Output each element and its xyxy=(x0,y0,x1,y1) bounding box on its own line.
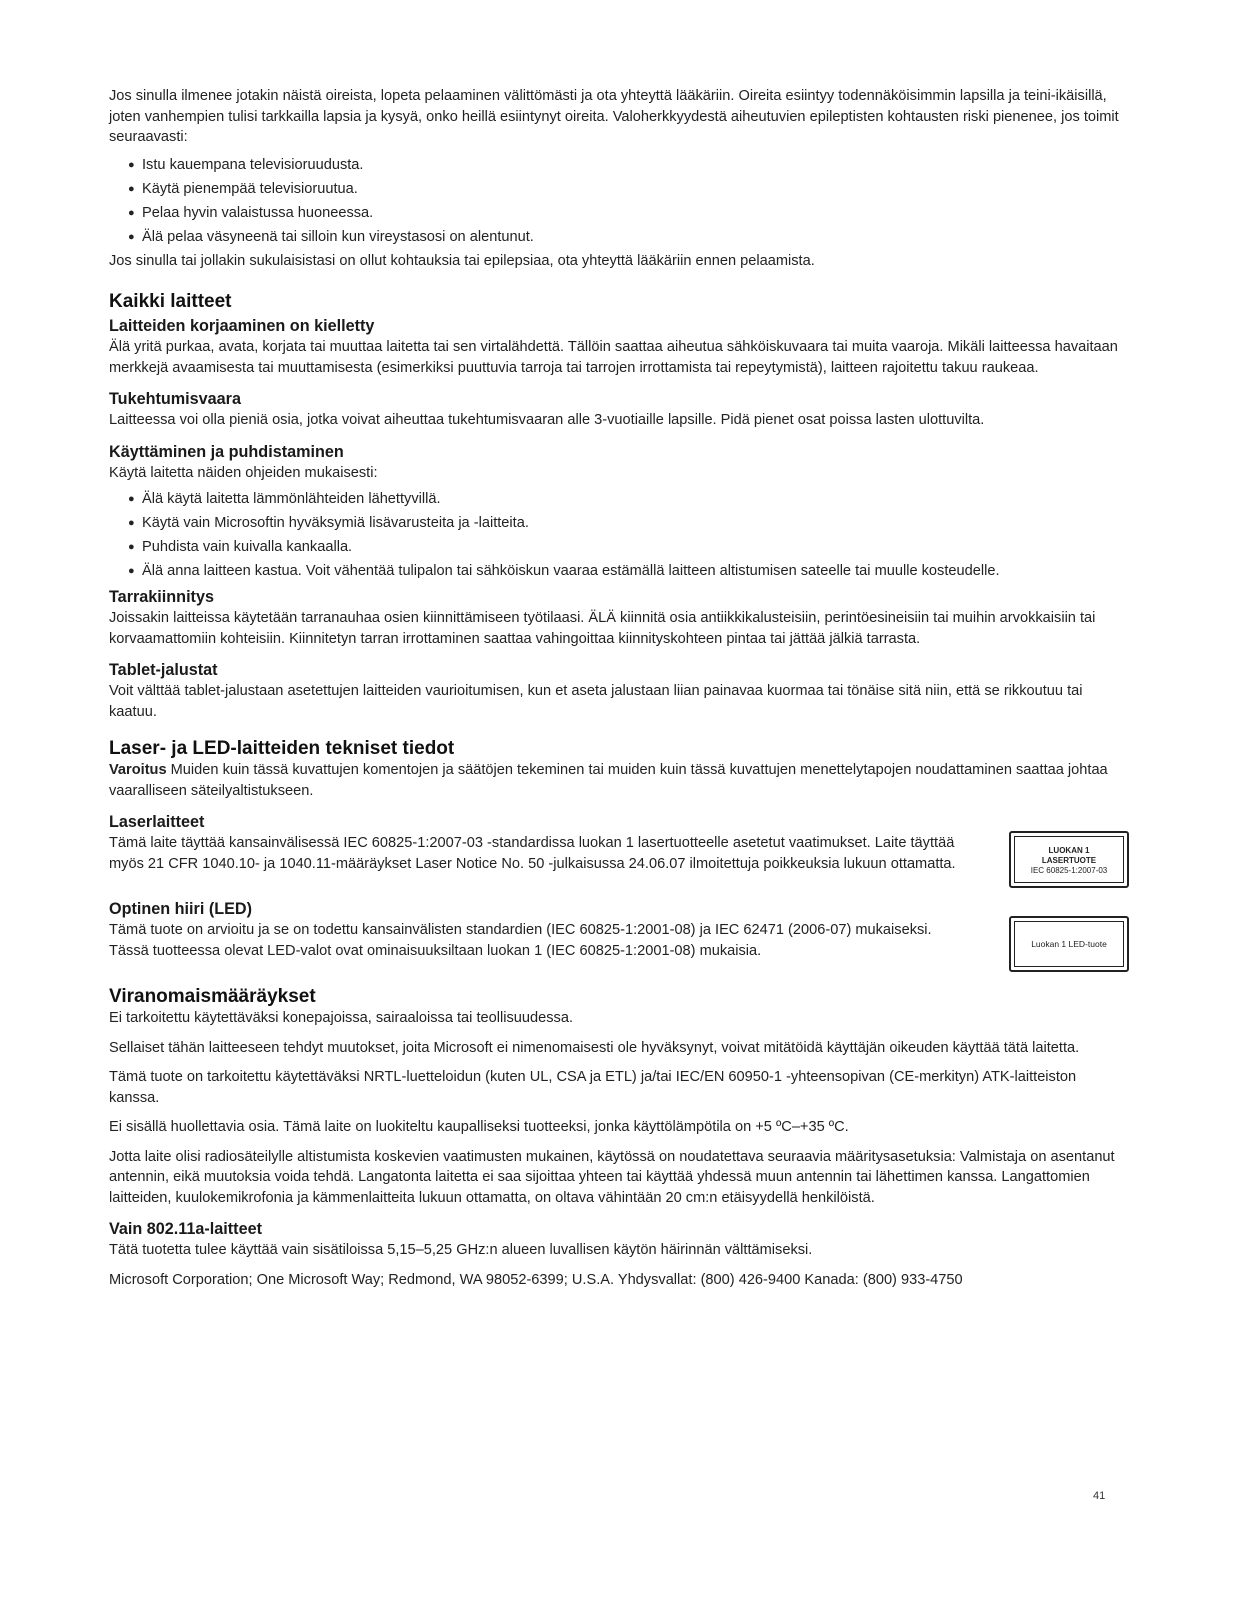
laser-label-line2: LASERTUOTE xyxy=(1041,856,1097,865)
adhesive-paragraph: Joissakin laitteissa käytetään tarranauhaa osien kiinnittämiseen työtilaasi. ÄLÄ kiinnitä osia antiikkikalusteisiin, perintöesineisiin tai muihin arvokkaisiin tai korvaamattomiin kohteisiin. Kiinnitetyn tarran irrottaminen saattaa vahingoittaa kiinnityskohteen pintaa tai jättää jälkiä tarrasta. xyxy=(109,610,1096,647)
intro-bullet-list xyxy=(109,153,1129,249)
laser-label-line3: IEC 60825-1:2007-03 xyxy=(1030,866,1108,875)
page-number: 41 xyxy=(1093,1490,1106,1502)
document-page xyxy=(109,86,1129,1290)
list-item: ● Pelaa hyvin valaistussa huoneessa. xyxy=(128,201,1129,225)
list-item: ● Älä pelaa väsyneenä tai silloin kun vireystasosi on alentunut. xyxy=(128,225,1129,249)
subheading-choking: Tukehtumisvaara xyxy=(109,390,241,408)
regulatory-paragraph-2: Sellaiset tähän laitteeseen tehdyt muutokset, joita Microsoft ei nimenomaisesti ole hyväksynyt, voivat mitätöidä käyttäjän oikeuden käyttää tätä laitetta. xyxy=(109,1039,1080,1056)
choking-paragraph: Laitteessa voi olla pieniä osia, jotka voivat aiheuttaa tukehtumisvaaran alle 3-vuotiaille lapsille. Pidä pienet osat poissa lasten ulottuvilta. xyxy=(109,412,985,428)
list-item: ● Käytä pienempää televisioruutua. xyxy=(128,177,1129,201)
subheading-optical-mouse: Optinen hiiri (LED) xyxy=(109,900,252,918)
wifi-paragraph: Tätä tuotetta tulee käyttää vain sisätiloissa 5,15–5,25 GHz:n alueen luvallisen käytön häirinnän välttämiseksi. xyxy=(109,1242,813,1258)
led-block xyxy=(109,920,1129,972)
regulatory-paragraph-1: Ei tarkoitettu käytettäväksi konepajoissa, sairaaloissa tai teollisuudessa. xyxy=(109,1010,573,1026)
subheading-tablet-stands: Tablet-jalustat xyxy=(109,661,218,679)
laser-class-label xyxy=(1009,831,1129,888)
address-paragraph: Microsoft Corporation; One Microsoft Way; Redmond, WA 98052-6399; U.S.A. Yhdysvallat: (800) 426-9400 Kanada: (800) 933-4750 xyxy=(109,1271,963,1288)
subheading-laser-devices: Laserlaitteet xyxy=(109,813,205,831)
regulatory-paragraph-4: Ei sisällä huollettavia osia. Tämä laite on luokiteltu kaupalliseksi tuotteeksi, jonka käyttölämpötila on +5 ºC–+35 ºC. xyxy=(109,1119,849,1135)
list-item: ● Älä käytä laitetta lämmönlähteiden lähettyvillä. xyxy=(128,487,1129,511)
repair-paragraph: Älä yritä purkaa, avata, korjata tai muuttaa laitetta tai sen virtalähdettä. Tällöin saattaa aiheutua sähköiskuvaara tai muita vaaroja. Mikäli laitteessa havaitaan merkkejä avaamisesta tai muuttamisesta (esimerkiksi puuttuvia tarroja tai tarrojen irrottamista tai repeytymistä), laitteen rajoitettu takuu raukeaa. xyxy=(109,339,1118,376)
intro-paragraph: Jos sinulla ilmenee jotakin näistä oireista, lopeta pelaaminen välittömästi ja ota yhteyttä lääkäriin. Oireita esiintyy todennäköisimmin lapsilla ja teini-ikäisillä, joten vanhempien tulisi tarkkailla lapsia ja kysyä, onko heillä esiintynyt oireita. Valoherkkyydestä aiheutuvien epileptisten kohtausten riski pienenee, jos toimit seuraavasti: xyxy=(109,88,1119,145)
tablet-stands-paragraph: Voit välttää tablet-jalustaan asetettujen laitteiden vaurioitumisen, kun et aseta jalustaan liian painavaa kuormaa tai tönäise sitä niin, että se rikkoutuu tai kaatuu. xyxy=(109,683,1083,720)
subheading-repair: Laitteiden korjaaminen on kielletty xyxy=(109,317,375,335)
subheading-80211a: Vain 802.11a-laitteet xyxy=(109,1220,262,1238)
regulatory-paragraph-5: Jotta laite olisi radiosäteilylle altistumista koskevien vaatimusten mukainen, käytössä on noudatettava seuraavia määritysasetuksia: Valmistaja on asentanut antennin, eikä muutoksia voida tehdä. Langatonta laitetta ei saa sijoittaa yhteen tai käyttää yhdessä muun antennin tai lähettimen kanssa. Langattomien laitteiden, kuulokemikrofonia ja kämmenlaitteita lukuun ottamatta, on oltava vähintään 20 cm:n etäisyydellä henkilöistä. xyxy=(109,1148,1115,1206)
warning-text: Muiden kuin tässä kuvattujen komentojen ja säätöjen tekeminen tai muiden kuin tässä kuvattujen menettelytapojen noudattaminen saattaa johtaa vaaralliseen säteilyaltistukseen. xyxy=(109,762,1108,799)
warning-paragraph xyxy=(109,760,1129,801)
list-item: ● Käytä vain Microsoftin hyväksymiä lisävarusteita ja -laitteita. xyxy=(128,511,1129,535)
regulatory-paragraph-3: Tämä tuote on tarkoitettu käytettäväksi NRTL-luetteloidun (kuten UL, CSA ja ETL) ja/tai IEC/EN 60950-1 -yhteensopivan (CE-merkityn) ATK-laitteiston kanssa. xyxy=(109,1069,1077,1106)
section-heading-laser-led: Laser- ja LED-laitteiden tekniset tiedot xyxy=(109,738,455,759)
use-bullet-list xyxy=(109,487,1129,583)
list-item: ● Puhdista vain kuivalla kankaalla. xyxy=(128,535,1129,559)
list-item: ● Älä anna laitteen kastua. Voit vähentää tulipalon tai sähköiskun vaaraa estämällä laitteen altistumisen sateelle tai muulle kosteudelle. xyxy=(128,559,1129,583)
laser-block xyxy=(109,833,1129,888)
intro-closing-paragraph: Jos sinulla tai jollakin sukulaisistasi on ollut kohtauksia tai epilepsiaa, ota yhteyttä lääkäriin ennen pelaamista. xyxy=(109,252,815,269)
subheading-adhesive: Tarrakiinnitys xyxy=(109,588,214,606)
section-heading-regulatory: Viranomaismääräykset xyxy=(109,986,316,1007)
use-cleaning-paragraph: Käytä laitetta näiden ohjeiden mukaisesti: xyxy=(109,464,378,481)
section-heading-all-devices: Kaikki laitteet xyxy=(109,291,232,312)
laser-label-line1: LUOKAN 1 xyxy=(1048,846,1090,855)
led-class-label xyxy=(1009,916,1129,972)
subheading-use-cleaning: Käyttäminen ja puhdistaminen xyxy=(109,442,344,461)
led-label-text: Luokan 1 LED-tuote xyxy=(1014,921,1124,967)
led-paragraph: Tämä tuote on arvioitu ja se on todettu kansainvälisten standardien (IEC 60825-1:2001-08) ja IEC 62471 (2006-07) mukaiseksi. Tässä tuotteessa olevat LED-valot ovat ominaisuuksiltaan luokan 1 (IEC 60825-1:2001-08) mukaisia. xyxy=(109,922,932,959)
list-item: ● Istu kauempana televisioruudusta. xyxy=(128,153,1129,177)
laser-paragraph: Tämä laite täyttää kansainvälisessä IEC 60825-1:2007-03 -standardissa luokan 1 lasertuotteelle asetetut vaatimukset. Laite täyttää myös 21 CFR 1040.10- ja 1040.11-määräykset Laser Notice No. 50 -julkaisussa 24.06.07 ilmoitettuja poikkeuksia lukuun ottamatta. xyxy=(109,835,956,872)
warning-label: Varoitus xyxy=(109,762,167,778)
